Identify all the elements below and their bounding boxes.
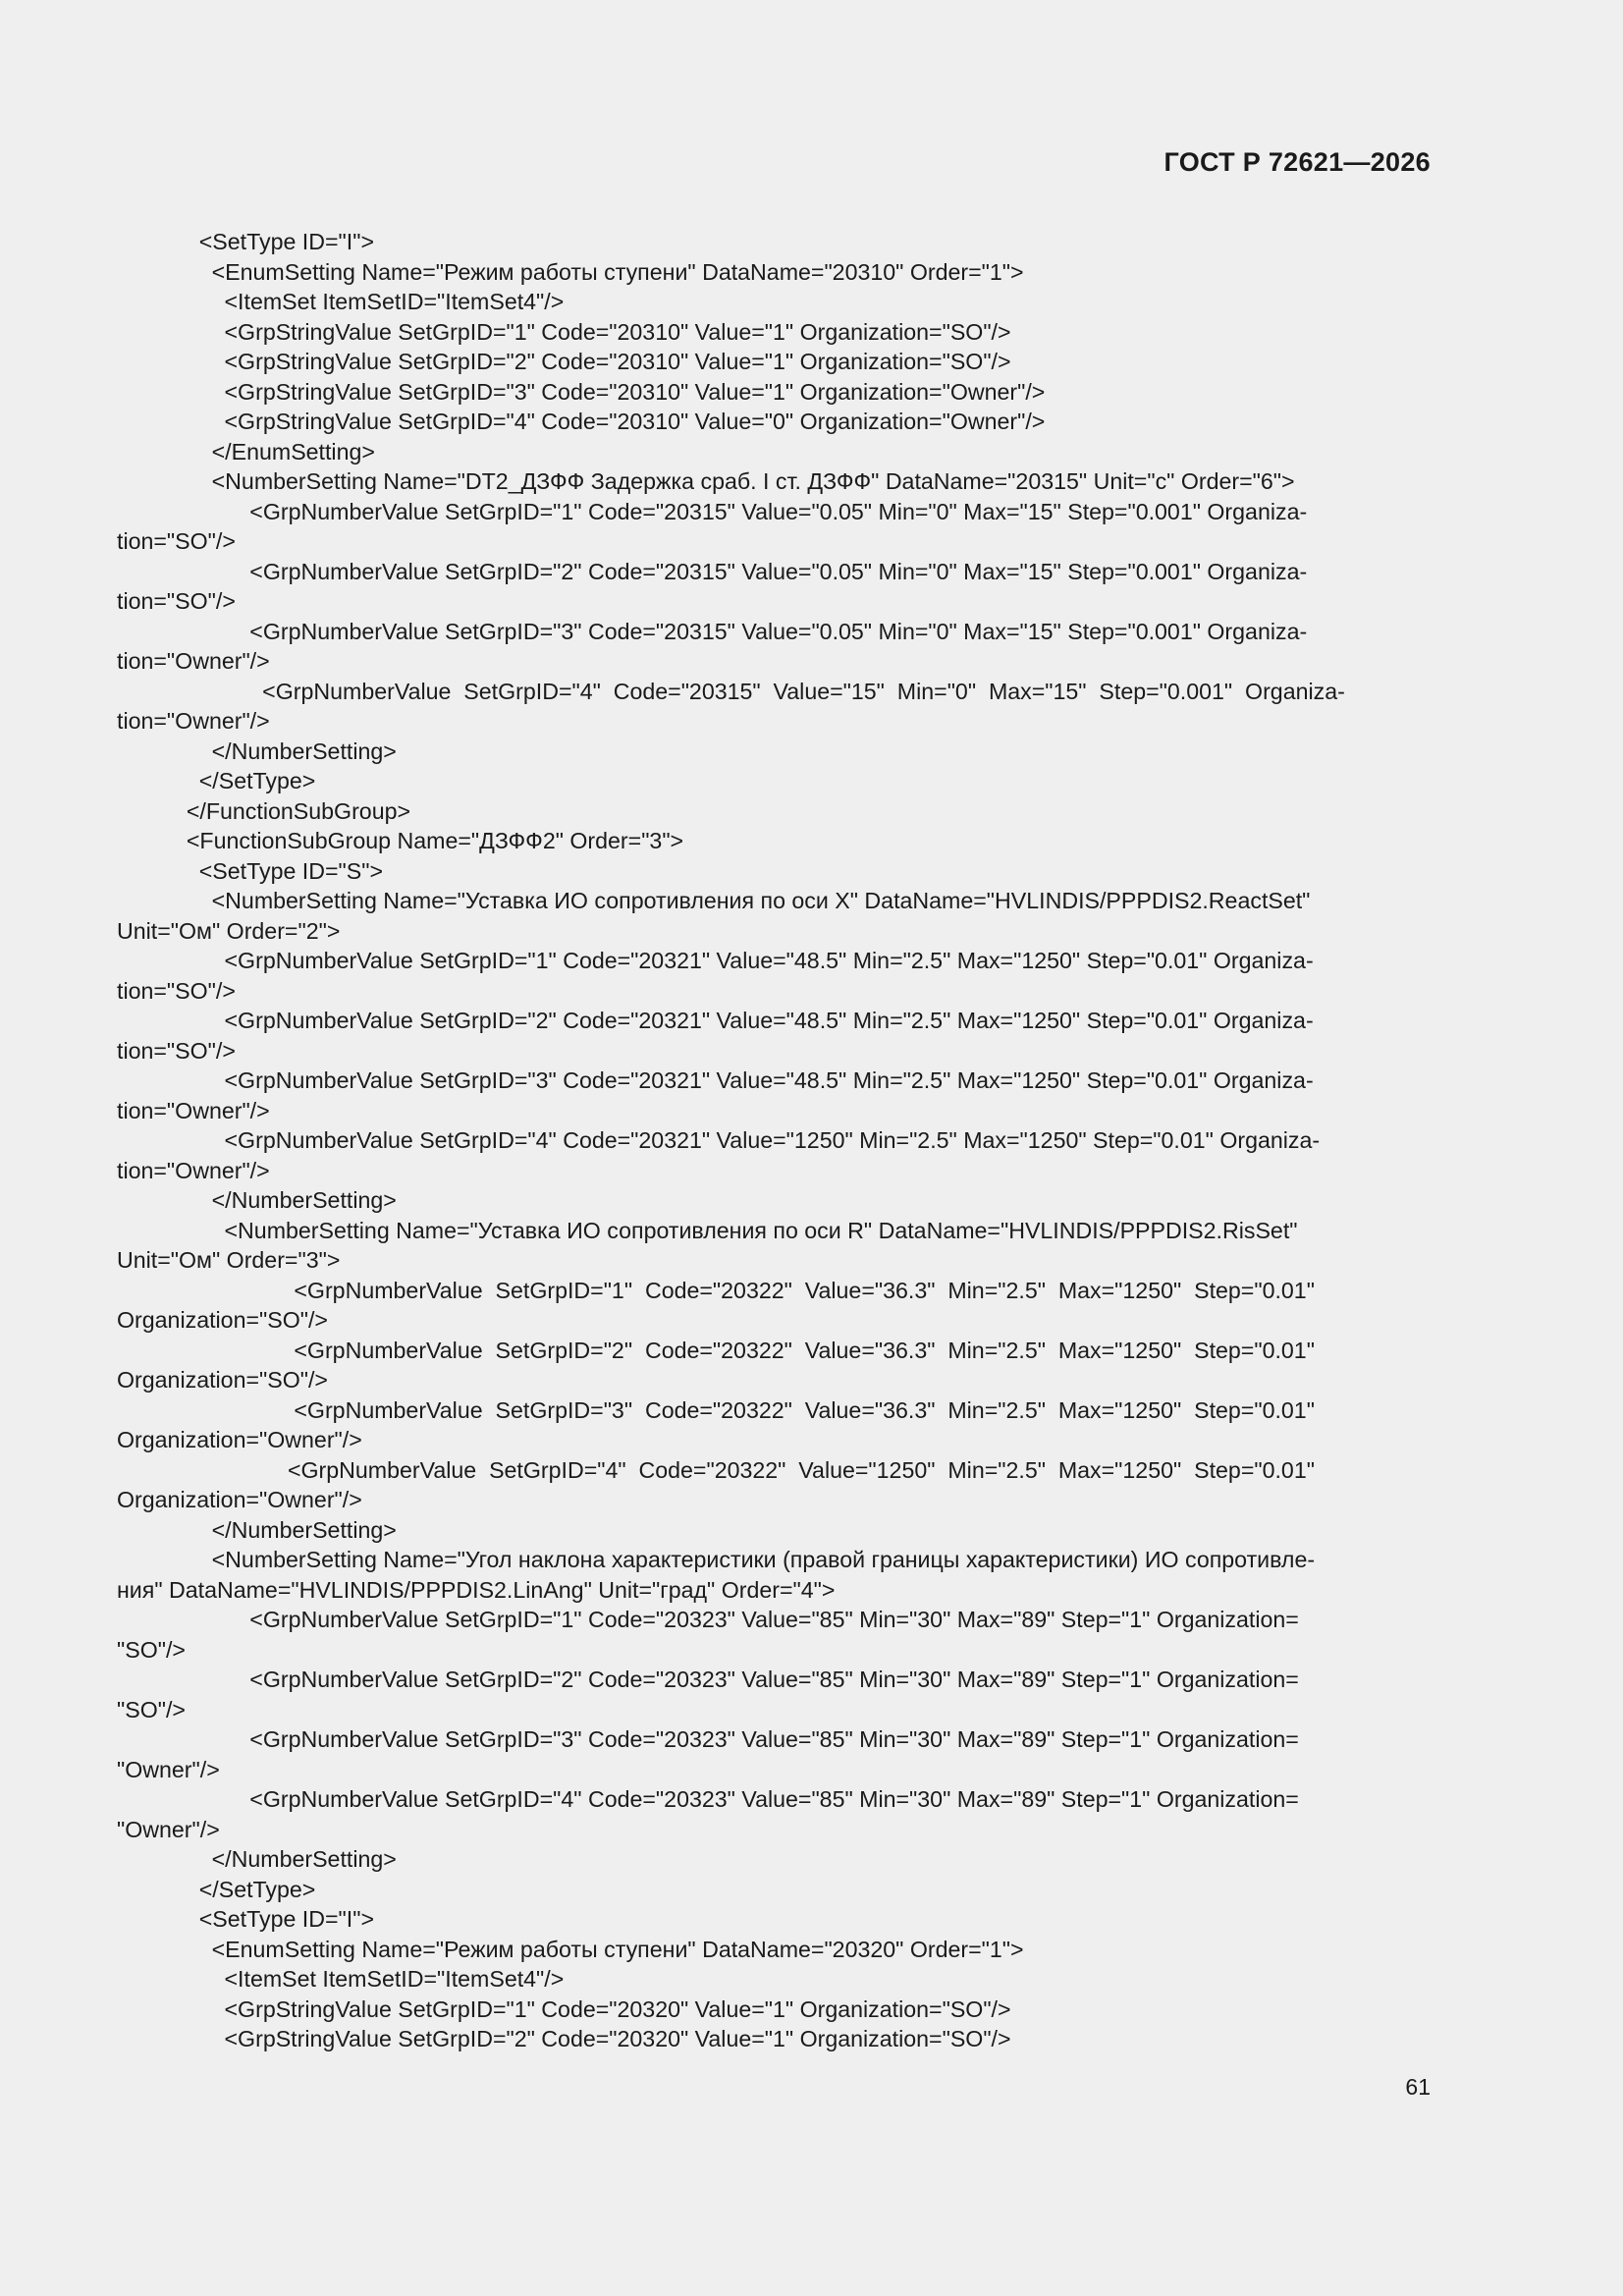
code-line: "SO"/>: [117, 1636, 186, 1663]
code-line: <SetType ID="S">: [117, 857, 384, 884]
code-line: tion="SO"/>: [117, 1037, 236, 1064]
document-standard-title: ГОСТ Р 72621—2026: [1163, 147, 1431, 177]
code-line: <GrpStringValue SetGrpID="2" Code="20310" Value="1" Organization="SO"/>: [117, 349, 1011, 374]
code-line: "SO"/>: [117, 1696, 186, 1722]
code-line: <NumberSetting Name="Уставка ИО сопротивления по оси X" DataName="HVLINDIS/PPPDIS2.ReactSet": [117, 888, 1311, 913]
code-line: Organization="SO"/>: [117, 1367, 328, 1393]
code-line: ния" DataName="HVLINDIS/PPPDIS2.LinAng" Unit="град" Order="4">: [117, 1576, 836, 1603]
code-line: <GrpNumberValue SetGrpID="4" Code="20315" Value="15" Min="0" Max="15" Step="0.001" Organiza-: [117, 678, 1345, 704]
code-line: <GrpStringValue SetGrpID="4" Code="20310" Value="0" Organization="Owner"/>: [117, 409, 1046, 434]
code-line: <GrpNumberValue SetGrpID="2" Code="20315" Value="0.05" Min="0" Max="15" Step="0.001" Organiza-: [117, 558, 1308, 584]
code-line: <GrpNumberValue SetGrpID="1" Code="20321" Value="48.5" Min="2.5" Max="1250" Step="0.01" Organiza-: [117, 948, 1314, 973]
code-line: tion="Owner"/>: [117, 1097, 270, 1123]
code-line: </NumberSetting>: [117, 738, 397, 764]
code-line: Organization="Owner"/>: [117, 1487, 362, 1512]
code-line: </SetType>: [117, 768, 316, 793]
code-line: <GrpNumberValue SetGrpID="2" Code="20321" Value="48.5" Min="2.5" Max="1250" Step="0.01" Organiza-: [117, 1008, 1314, 1033]
code-line: <GrpNumberValue SetGrpID="1" Code="20323" Value="85" Min="30" Max="89" Step="1" Organization=: [117, 1607, 1299, 1632]
code-line: tion="SO"/>: [117, 977, 236, 1004]
page-number: 61: [1405, 2074, 1431, 2100]
code-line: Unit="Ом" Order="3">: [117, 1247, 341, 1273]
code-line: <NumberSetting Name="Угол наклона характеристики (правой границы характеристики) ИО сопротивле-: [117, 1547, 1316, 1572]
code-line: <NumberSetting Name="Уставка ИО сопротивления по оси R" DataName="HVLINDIS/PPPDIS2.RisSet": [117, 1217, 1298, 1243]
code-line: <GrpNumberValue SetGrpID="1" Code="20315" Value="0.05" Min="0" Max="15" Step="0.001" Organiza-: [117, 498, 1308, 524]
code-line: <NumberSetting Name="DT2_ДЗФФ Задержка сраб. I ст. ДЗФФ" DataName="20315" Unit="c" Order="6">: [117, 468, 1295, 494]
code-line: <GrpNumberValue SetGrpID="2" Code="20323" Value="85" Min="30" Max="89" Step="1" Organization=: [117, 1667, 1299, 1692]
code-line: </NumberSetting>: [117, 1516, 397, 1543]
code-line: <GrpNumberValue SetGrpID="3" Code="20315" Value="0.05" Min="0" Max="15" Step="0.001" Organiza-: [117, 618, 1308, 644]
code-line: Organization="SO"/>: [117, 1307, 328, 1333]
code-line: <GrpStringValue SetGrpID="2" Code="20320" Value="1" Organization="SO"/>: [117, 2026, 1011, 2051]
code-line: <ItemSet ItemSetID="ItemSet4"/>: [117, 1966, 565, 1992]
code-line: tion="Owner"/>: [117, 1157, 270, 1183]
code-line: <GrpNumberValue SetGrpID="4" Code="20323" Value="85" Min="30" Max="89" Step="1" Organization=: [117, 1786, 1299, 1812]
code-line: </NumberSetting>: [117, 1846, 397, 1872]
code-line: <EnumSetting Name="Режим работы ступени" DataName="20310" Order="1">: [117, 258, 1024, 285]
code-line: <EnumSetting Name="Режим работы ступени" DataName="20320" Order="1">: [117, 1936, 1024, 1962]
xml-code-listing: [117, 227, 1431, 2054]
code-line: <GrpStringValue SetGrpID="3" Code="20310" Value="1" Organization="Owner"/>: [117, 378, 1046, 405]
code-line: tion="Owner"/>: [117, 708, 270, 734]
code-line: <GrpNumberValue SetGrpID="4" Code="20322" Value="1250" Min="2.5" Max="1250" Step="0.01": [117, 1456, 1315, 1483]
code-line: <GrpNumberValue SetGrpID="1" Code="20322" Value="36.3" Min="2.5" Max="1250" Step="0.01": [117, 1277, 1315, 1303]
code-line: <GrpNumberValue SetGrpID="4" Code="20321" Value="1250" Min="2.5" Max="1250" Step="0.01" Organiza-: [117, 1127, 1321, 1153]
code-line: <GrpNumberValue SetGrpID="3" Code="20322" Value="36.3" Min="2.5" Max="1250" Step="0.01": [117, 1396, 1315, 1423]
code-line: <SetType ID="I">: [117, 229, 374, 254]
code-line: <GrpStringValue SetGrpID="1" Code="20320" Value="1" Organization="SO"/>: [117, 1995, 1011, 2022]
code-line: Unit="Ом" Order="2">: [117, 917, 341, 944]
code-line: <GrpStringValue SetGrpID="1" Code="20310" Value="1" Organization="SO"/>: [117, 318, 1011, 345]
code-line: </EnumSetting>: [117, 438, 375, 465]
code-line: <GrpNumberValue SetGrpID="3" Code="20321" Value="48.5" Min="2.5" Max="1250" Step="0.01" Organiza-: [117, 1067, 1314, 1093]
code-line: tion="Owner"/>: [117, 648, 270, 674]
code-line: </NumberSetting>: [117, 1187, 397, 1213]
code-line: "Owner"/>: [117, 1756, 220, 1782]
code-line: </SetType>: [117, 1876, 316, 1902]
code-line: tion="SO"/>: [117, 588, 236, 614]
code-line: <SetType ID="I">: [117, 1906, 374, 1932]
code-line: </FunctionSubGroup>: [117, 797, 411, 824]
code-line: tion="SO"/>: [117, 528, 236, 554]
code-line: <GrpNumberValue SetGrpID="2" Code="20322" Value="36.3" Min="2.5" Max="1250" Step="0.01": [117, 1337, 1315, 1363]
code-line: <GrpNumberValue SetGrpID="3" Code="20323" Value="85" Min="30" Max="89" Step="1" Organization=: [117, 1726, 1299, 1752]
code-line: <ItemSet ItemSetID="ItemSet4"/>: [117, 289, 565, 314]
code-line: <FunctionSubGroup Name="ДЗФФ2" Order="3">: [117, 828, 684, 853]
code-line: Organization="Owner"/>: [117, 1427, 362, 1452]
code-line: "Owner"/>: [117, 1816, 220, 1842]
